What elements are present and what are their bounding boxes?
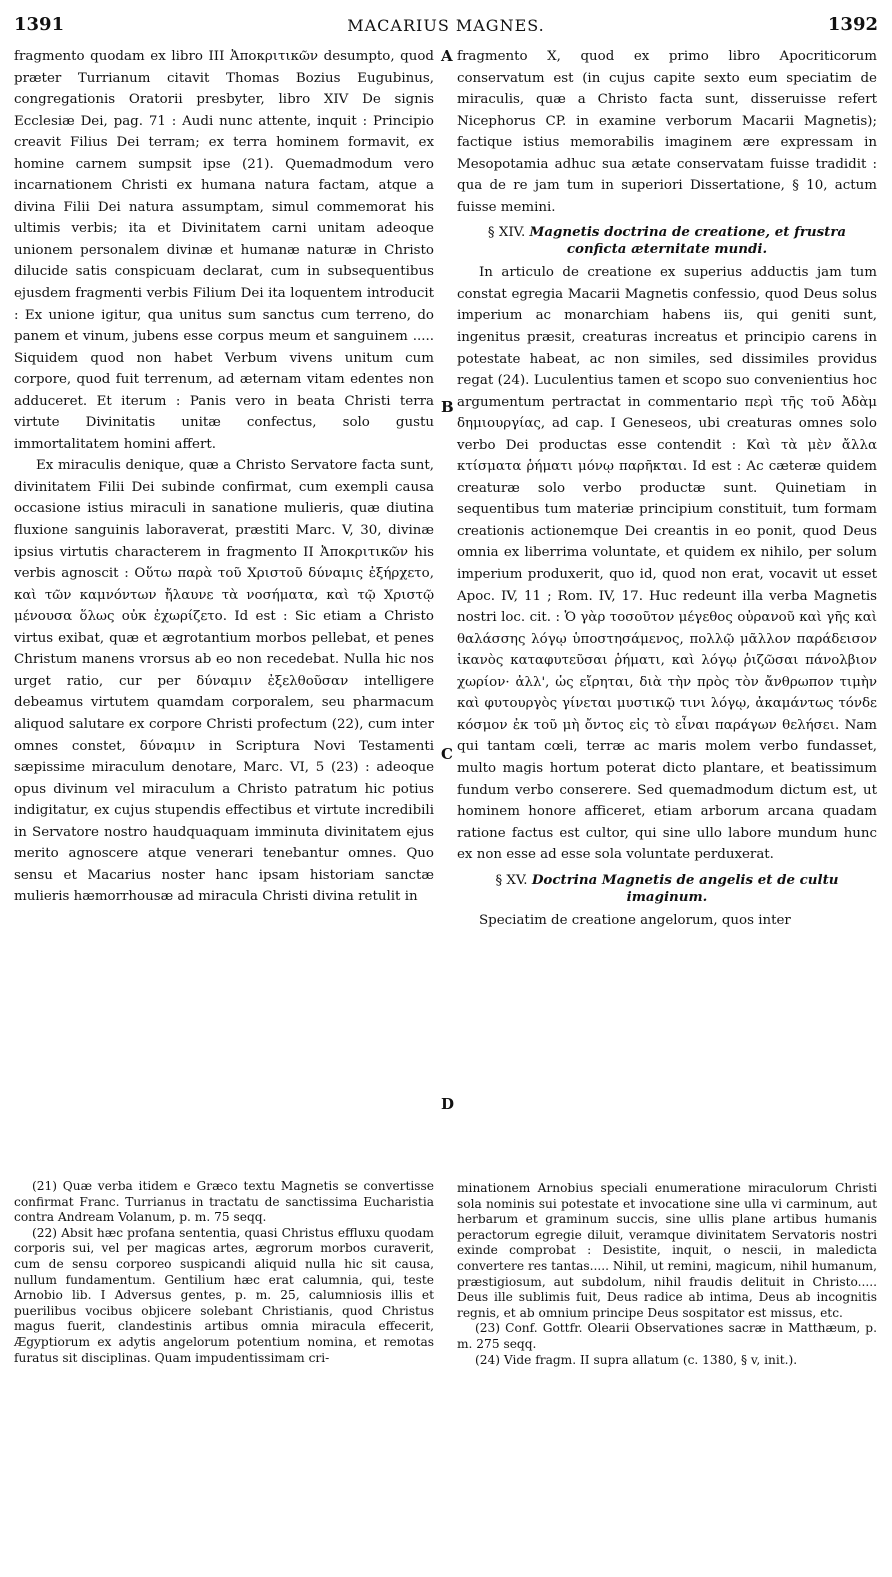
footnotes-left [14,1179,434,1366]
right-page-number: 1392 [827,14,878,35]
footnote-21: (21) Quæ verba itidem e Græco textu Magnetis se convertisse confirmat Franc. Turrianus in tractatu de sanctissima Eucharistia contra Andream Volanum, p. m. 75 seqq. [14,1179,434,1225]
right-paragraph-3: Speciatim de creatione angelorum, quos inter [479,912,791,928]
margin-marker-a: A [441,47,453,65]
footnote-22: (22) Absit hæc profana sententia, quasi Christus effluxu quodam corporis sui, vel per magicas artes, ægrorum morbos curaverit, cum de sensu corporeo suspicandi aliquid nulla hic sit causa, nullum fundamentum. Gentilium hæc erat calumnia, qui, teste Arnobio lib. I Adversus gentes, p. m. 25, calumniosis illis et puerilibus vocibus objicere solebant Christianis, quod Christus magus fuerit, clandestinis artibus omnia miracula effecerit, Ægyptiorum ex adytis angelorum potentium nomina, et remotas furatus sit disciplinas. Quam impudentissimam cri- [14,1225,434,1365]
section-15-number: § XV. [495,872,528,888]
running-header [14,14,878,40]
footnote-24: (24) Vide fragm. II supra allatum (c. 1380, § v, init.). [475,1352,798,1367]
margin-marker-b: B [441,398,454,416]
section-15-title: Doctrina Magnetis de angelis et de cultu imaginum. [531,871,839,905]
margin-marker-d: D [441,1095,455,1113]
footnotes-right [457,1181,877,1368]
left-column [14,46,434,908]
footnote-22-continued: minationem Arnobius speciali enumeratione miraculorum Christi sola nominis sui potestate et invocatione sine ulla vi carminum, aut herbarum et graminum succis, sine ullis plane artibus humanis peractorum egregie diluit, veramque divinitatem Servatoris nostri exinde comprobat : Desistite, inquit, o nescii, in maledicta convertere res tantas..... Nihil, ut remini, magicum, nihil humanum, præstigiosum, aut subdolum, nihil fraudis delituit in Christo..... Deus ille sublimis fuit, Deus radice ab intima, Deus ab incognitis regnis, et ab omnium principe Deus sospitator est missus, etc. [457,1181,877,1320]
right-paragraph-1: fragmento X, quod ex primo libro Apocriticorum conservatum est (in cujus capite sexto eum speciatim de miraculis, quæ a Christo facta sunt, disseruisse refert Nicephorus CP. in examine verborum Macarii Magnetis); factique istius memorabilis imaginem ære expressam in Mesopotamia adhuc sua ætate conservatam fuisse tradidit : qua de re jam tum in superiori Dissertatione, § 10, actum fuisse memini. [457,49,877,215]
left-paragraph-2: Ex miraculis denique, quæ a Christo Servatore facta sunt, divinitatem Filii Dei subinde confirmat, cum exempli causa occasione istius miraculi in sanatione mulieris, quæ diutina fluxione sanguinis laboraverat, præstiti Marc. V, 30, divinæ ipsius virtutis characterem in fragmento II Ἀποκριτικῶν his verbis agnoscit : Οὕτω παρὰ τοῦ Χριστοῦ δύναμις ἐξήρχετο, καὶ τῶν καμνόντων ἤλαυνε τὰ νοσήματα, καὶ τῷ Χριστῷ μένουσα ὅλως οὐκ ἐχωρίζετο. Id est : Sic etiam a Christo virtus exibat, quæ et ægrotantium morbos pellebat, et penes Christum manens vrorsus ab eo non recedebat. Nulla hic nos urget ratio, cur per δύναμιν ἐξελθοῦσαν intelligere debeamus virtutem quamdam corporalem, seu pharmacum aliquod salutare ex corpore Christi profectum (22), cum inter omnes constet, δύναμιν in Scriptura Novi Testamenti sæpissime miraculum denotare, Marc. VI, 5 (23) : adeoque opus divinum vel miraculum a Christo patratum hic potius indigitatur, ex cujus stupendis effectibus et virtute incredibili in Servatore nostro haudquaquam imminuta divinitatem ejus merito agnoscere atque venerari tenebantur omnes. Quo sensu et Macarius noster hanc ipsam historiam sanctæ mulieris hæmorrhousæ ad miracula Christi divina retulit in [14,458,434,905]
section-14-title: Magnetis doctrina de creatione, et frustra conficta æternitate mundi. [529,224,847,258]
section-14-heading [457,224,877,258]
footnote-23: (23) Conf. Gottfr. Olearii Observationes sacræ in Matthæum, p. m. 275 seqq. [457,1321,877,1351]
section-14-number: § XIV. [487,225,526,241]
right-paragraph-2: In articulo de creatione ex superius adductis jam tum constat egregia Macarii Magnetis confessio, quod Deus solus imperium ac monarchiam habens iis, qui geniti sunt, ingenitus præsit, creaturas increatus et principio carens in potestate habeat, ac non similes, sed dissimiles providus regat (24). Luculentius tamen et scopo suo convenientius hoc argumentum pertractat in commentario περὶ τῆς τοῦ Ἀδὰμ δημιουργίας, ad cap. I Geneseos, ubi creaturas omnes solo verbo Dei productas esse contendit : Καὶ τὰ μὲν ἄλλα κτίσματα ῥήματι μόνῳ παρῆκται. Id est : Ac cæteræ quidem creaturæ solo verbo productæ sunt. Quinetiam in sequentibus tum materiæ principium constituit, tum formam creationis actionemque Dei creantis in eo ponit, quod Deus omnia ex liberrima voluntate, et quidem ex nihilo, per solum imperium produxerit, quo id, quod non erat, vocavit ut esset Apoc. IV, 11 ; Rom. IV, 17. Huc redeunt illa verba Magnetis nostri loc. cit. : Ὁ γὰρ τοσοῦτον μέγεθος οὐρανοῦ καὶ γῆς καὶ θαλάσσης λόγῳ ὑποστησάμενος, πολλῷ μᾶλλον παράδεισον ἱκανὸς καταφυτεῦσαι ῥήματι, καὶ λόγῳ ῥιζῶσαι πάνολβιον χωρίον· ἀλλ', ὡς εἴρηται, διὰ τὴν πρὸς τὸν ἄνθρωπον τιμὴν καὶ φυτουργὸς γίνεται μυστικῷ τινι λόγῳ, ἀκαμάντως τόνδε κόσμον ἐκ τοῦ μὴ ὄντος εἰς τὸ εἶναι παράγων θελήσει. Nam qui tantam cœli, terræ ac maris molem verbo fundasset, multo magis hortum poterat dicto plantare, et beatissimum fundum verbo conserere. Sed quemadmodum dictum est, ut hominem honore afficeret, etiam arborum arcana quadam ratione factus est cultor, qui sine ullo labore mundum hunc ex non esse ad esse sola voluntate perduxerat. [457,265,877,863]
right-column [457,46,877,931]
left-page-number: 1391 [14,14,65,35]
margin-marker-c: C [441,745,453,763]
section-15-heading [457,872,877,906]
left-paragraph-1: fragmento quodam ex libro III Ἀποκριτικῶν desumpto, quod præter Turrianum citavit Thomas Bozius Eugubinus, congregationis Oratorii presbyter, libro XIV De signis Ecclesiæ Dei, pag. 71 : Audi nunc attente, inquit : Principio creavit Filius Dei terram; ex terra hominem formavit, ex homine carnem sumpsit ipse (21). Quemadmodum vero incarnationem Christi ex humana natura factam, atque a divina Filii Dei natura assumptam, simul commemorat his ultimis verbis; ita et Divinitatem carni unitam adeoque unionem personalem divinæ et humanæ naturæ in Christo dilucide satis conspicuam declarat, cum in subsequentibus ejusdem fragmenti verbis Filium Dei ita loquentem introducit : Ex unione igitur, qua unitus sum sanctus cum terreno, do panem et vinum, jubens esse corpus meum et sanguinem ..... Siquidem quod non habet Verbum vivens unitum cum corpore, quod fuit terrenum, ad æternam vitam edentes non adduceret. Et iterum : Panis vero in beata Christi terra virtute Divinitatis unitæ confectus, solo gustu immortalitatem homini affert. [14,49,434,452]
running-title: MACARIUS MAGNES. [347,16,545,35]
